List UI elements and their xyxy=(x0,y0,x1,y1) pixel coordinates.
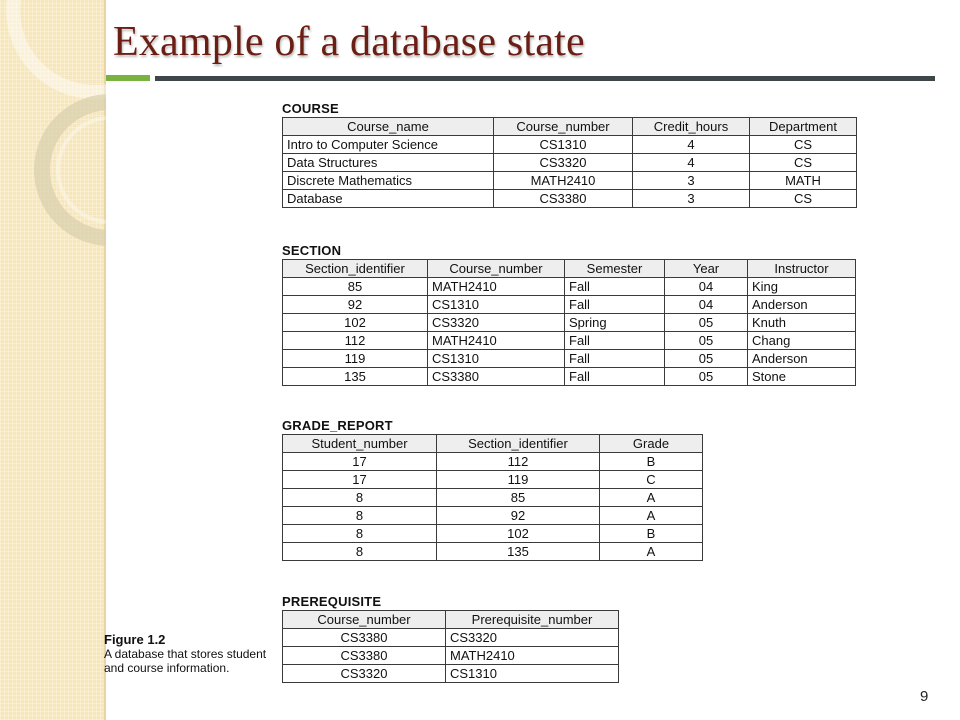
table-cell: CS xyxy=(750,136,857,154)
decorative-circles xyxy=(0,0,106,300)
table-cell: A xyxy=(600,489,703,507)
title-underline-rule xyxy=(155,76,935,81)
table-cell: 05 xyxy=(665,332,748,350)
course-table xyxy=(282,117,857,208)
table-cell: B xyxy=(600,525,703,543)
table-row xyxy=(283,296,856,314)
table-cell: CS1310 xyxy=(446,665,619,683)
table-cell: CS3320 xyxy=(494,154,633,172)
page-number: 9 xyxy=(920,688,929,705)
table-cell: 8 xyxy=(283,489,437,507)
table-cell: Database xyxy=(283,190,494,208)
table-cell: Fall xyxy=(565,350,665,368)
table-cell: 3 xyxy=(633,190,750,208)
table-cell: Discrete Mathematics xyxy=(283,172,494,190)
title-accent-rule xyxy=(106,75,150,81)
table-cell: 112 xyxy=(283,332,428,350)
table-cell: 17 xyxy=(283,453,437,471)
table-cell: Fall xyxy=(565,278,665,296)
table-header-row xyxy=(283,611,619,629)
table-row xyxy=(283,489,703,507)
table-cell: CS3380 xyxy=(428,368,565,386)
table-header-row xyxy=(283,260,856,278)
figure-caption-text: A database that stores student and course information. xyxy=(104,647,267,675)
table-cell: CS xyxy=(750,190,857,208)
course-table-title: COURSE xyxy=(282,101,339,116)
table-cell: A xyxy=(600,543,703,561)
table-cell: 119 xyxy=(283,350,428,368)
table-row xyxy=(283,525,703,543)
table-cell: Chang xyxy=(748,332,856,350)
column-header-grade: Grade xyxy=(600,435,703,453)
table-cell: CS3320 xyxy=(446,629,619,647)
table-cell: 04 xyxy=(665,278,748,296)
column-header-course-number: Course_number xyxy=(428,260,565,278)
grade-report-table-title: GRADE_REPORT xyxy=(282,418,393,433)
table-cell: Anderson xyxy=(748,350,856,368)
table-cell: CS xyxy=(750,154,857,172)
table-cell: 05 xyxy=(665,368,748,386)
table-row xyxy=(283,136,857,154)
table-row xyxy=(283,453,703,471)
table-cell: C xyxy=(600,471,703,489)
table-row xyxy=(283,154,857,172)
table-cell: MATH2410 xyxy=(446,647,619,665)
grade-report-table xyxy=(282,434,703,561)
table-cell: 135 xyxy=(283,368,428,386)
table-cell: B xyxy=(600,453,703,471)
column-header-course-name: Course_name xyxy=(283,118,494,136)
table-header-row xyxy=(283,435,703,453)
figure-caption xyxy=(104,633,274,675)
table-cell: MATH2410 xyxy=(428,278,565,296)
table-cell: Knuth xyxy=(748,314,856,332)
table-cell: 05 xyxy=(665,350,748,368)
table-cell: MATH2410 xyxy=(428,332,565,350)
table-cell: 85 xyxy=(283,278,428,296)
table-cell: Intro to Computer Science xyxy=(283,136,494,154)
table-row xyxy=(283,314,856,332)
table-cell: Fall xyxy=(565,296,665,314)
table-row xyxy=(283,332,856,350)
table-cell: CS3320 xyxy=(428,314,565,332)
section-table-title: SECTION xyxy=(282,243,342,258)
column-header-course-number: Course_number xyxy=(283,611,446,629)
table-row xyxy=(283,278,856,296)
table-row xyxy=(283,190,857,208)
table-row xyxy=(283,471,703,489)
table-cell: CS3380 xyxy=(494,190,633,208)
table-cell: Data Structures xyxy=(283,154,494,172)
table-row xyxy=(283,507,703,525)
table-cell: CS3380 xyxy=(283,647,446,665)
table-cell: CS1310 xyxy=(494,136,633,154)
table-row xyxy=(283,350,856,368)
prerequisite-table xyxy=(282,610,619,683)
table-row xyxy=(283,629,619,647)
table-cell: 102 xyxy=(437,525,600,543)
column-header-section-identifier: Section_identifier xyxy=(437,435,600,453)
figure-label: Figure 1.2 xyxy=(104,632,166,647)
table-cell: 102 xyxy=(283,314,428,332)
slide-title: Example of a database state xyxy=(113,19,585,65)
table-cell: 3 xyxy=(633,172,750,190)
table-row xyxy=(283,665,619,683)
column-header-credit-hours: Credit_hours xyxy=(633,118,750,136)
table-cell: A xyxy=(600,507,703,525)
table-cell: MATH xyxy=(750,172,857,190)
section-table xyxy=(282,259,856,386)
column-header-prerequisite-number: Prerequisite_number xyxy=(446,611,619,629)
table-cell: 119 xyxy=(437,471,600,489)
table-cell: King xyxy=(748,278,856,296)
table-cell: Spring xyxy=(565,314,665,332)
table-cell: Stone xyxy=(748,368,856,386)
table-cell: Fall xyxy=(565,332,665,350)
table-cell: MATH2410 xyxy=(494,172,633,190)
column-header-student-number: Student_number xyxy=(283,435,437,453)
table-cell: 05 xyxy=(665,314,748,332)
table-row xyxy=(283,368,856,386)
column-header-course-number: Course_number xyxy=(494,118,633,136)
table-header-row xyxy=(283,118,857,136)
table-cell: Anderson xyxy=(748,296,856,314)
table-cell: 8 xyxy=(283,507,437,525)
table-cell: CS1310 xyxy=(428,350,565,368)
table-cell: CS3320 xyxy=(283,665,446,683)
table-cell: 8 xyxy=(283,543,437,561)
table-cell: 85 xyxy=(437,489,600,507)
table-cell: CS1310 xyxy=(428,296,565,314)
table-cell: 92 xyxy=(283,296,428,314)
table-cell: 17 xyxy=(283,471,437,489)
table-cell: 135 xyxy=(437,543,600,561)
column-header-year: Year xyxy=(665,260,748,278)
table-cell: 4 xyxy=(633,154,750,172)
table-cell: 4 xyxy=(633,136,750,154)
table-cell: 8 xyxy=(283,525,437,543)
column-header-semester: Semester xyxy=(565,260,665,278)
table-cell: 92 xyxy=(437,507,600,525)
table-cell: 112 xyxy=(437,453,600,471)
table-cell: Fall xyxy=(565,368,665,386)
column-header-instructor: Instructor xyxy=(748,260,856,278)
prerequisite-table-title: PREREQUISITE xyxy=(282,594,382,609)
table-row xyxy=(283,647,619,665)
table-cell: 04 xyxy=(665,296,748,314)
table-row xyxy=(283,543,703,561)
table-cell: CS3380 xyxy=(283,629,446,647)
column-header-department: Department xyxy=(750,118,857,136)
table-row xyxy=(283,172,857,190)
column-header-section-identifier: Section_identifier xyxy=(283,260,428,278)
